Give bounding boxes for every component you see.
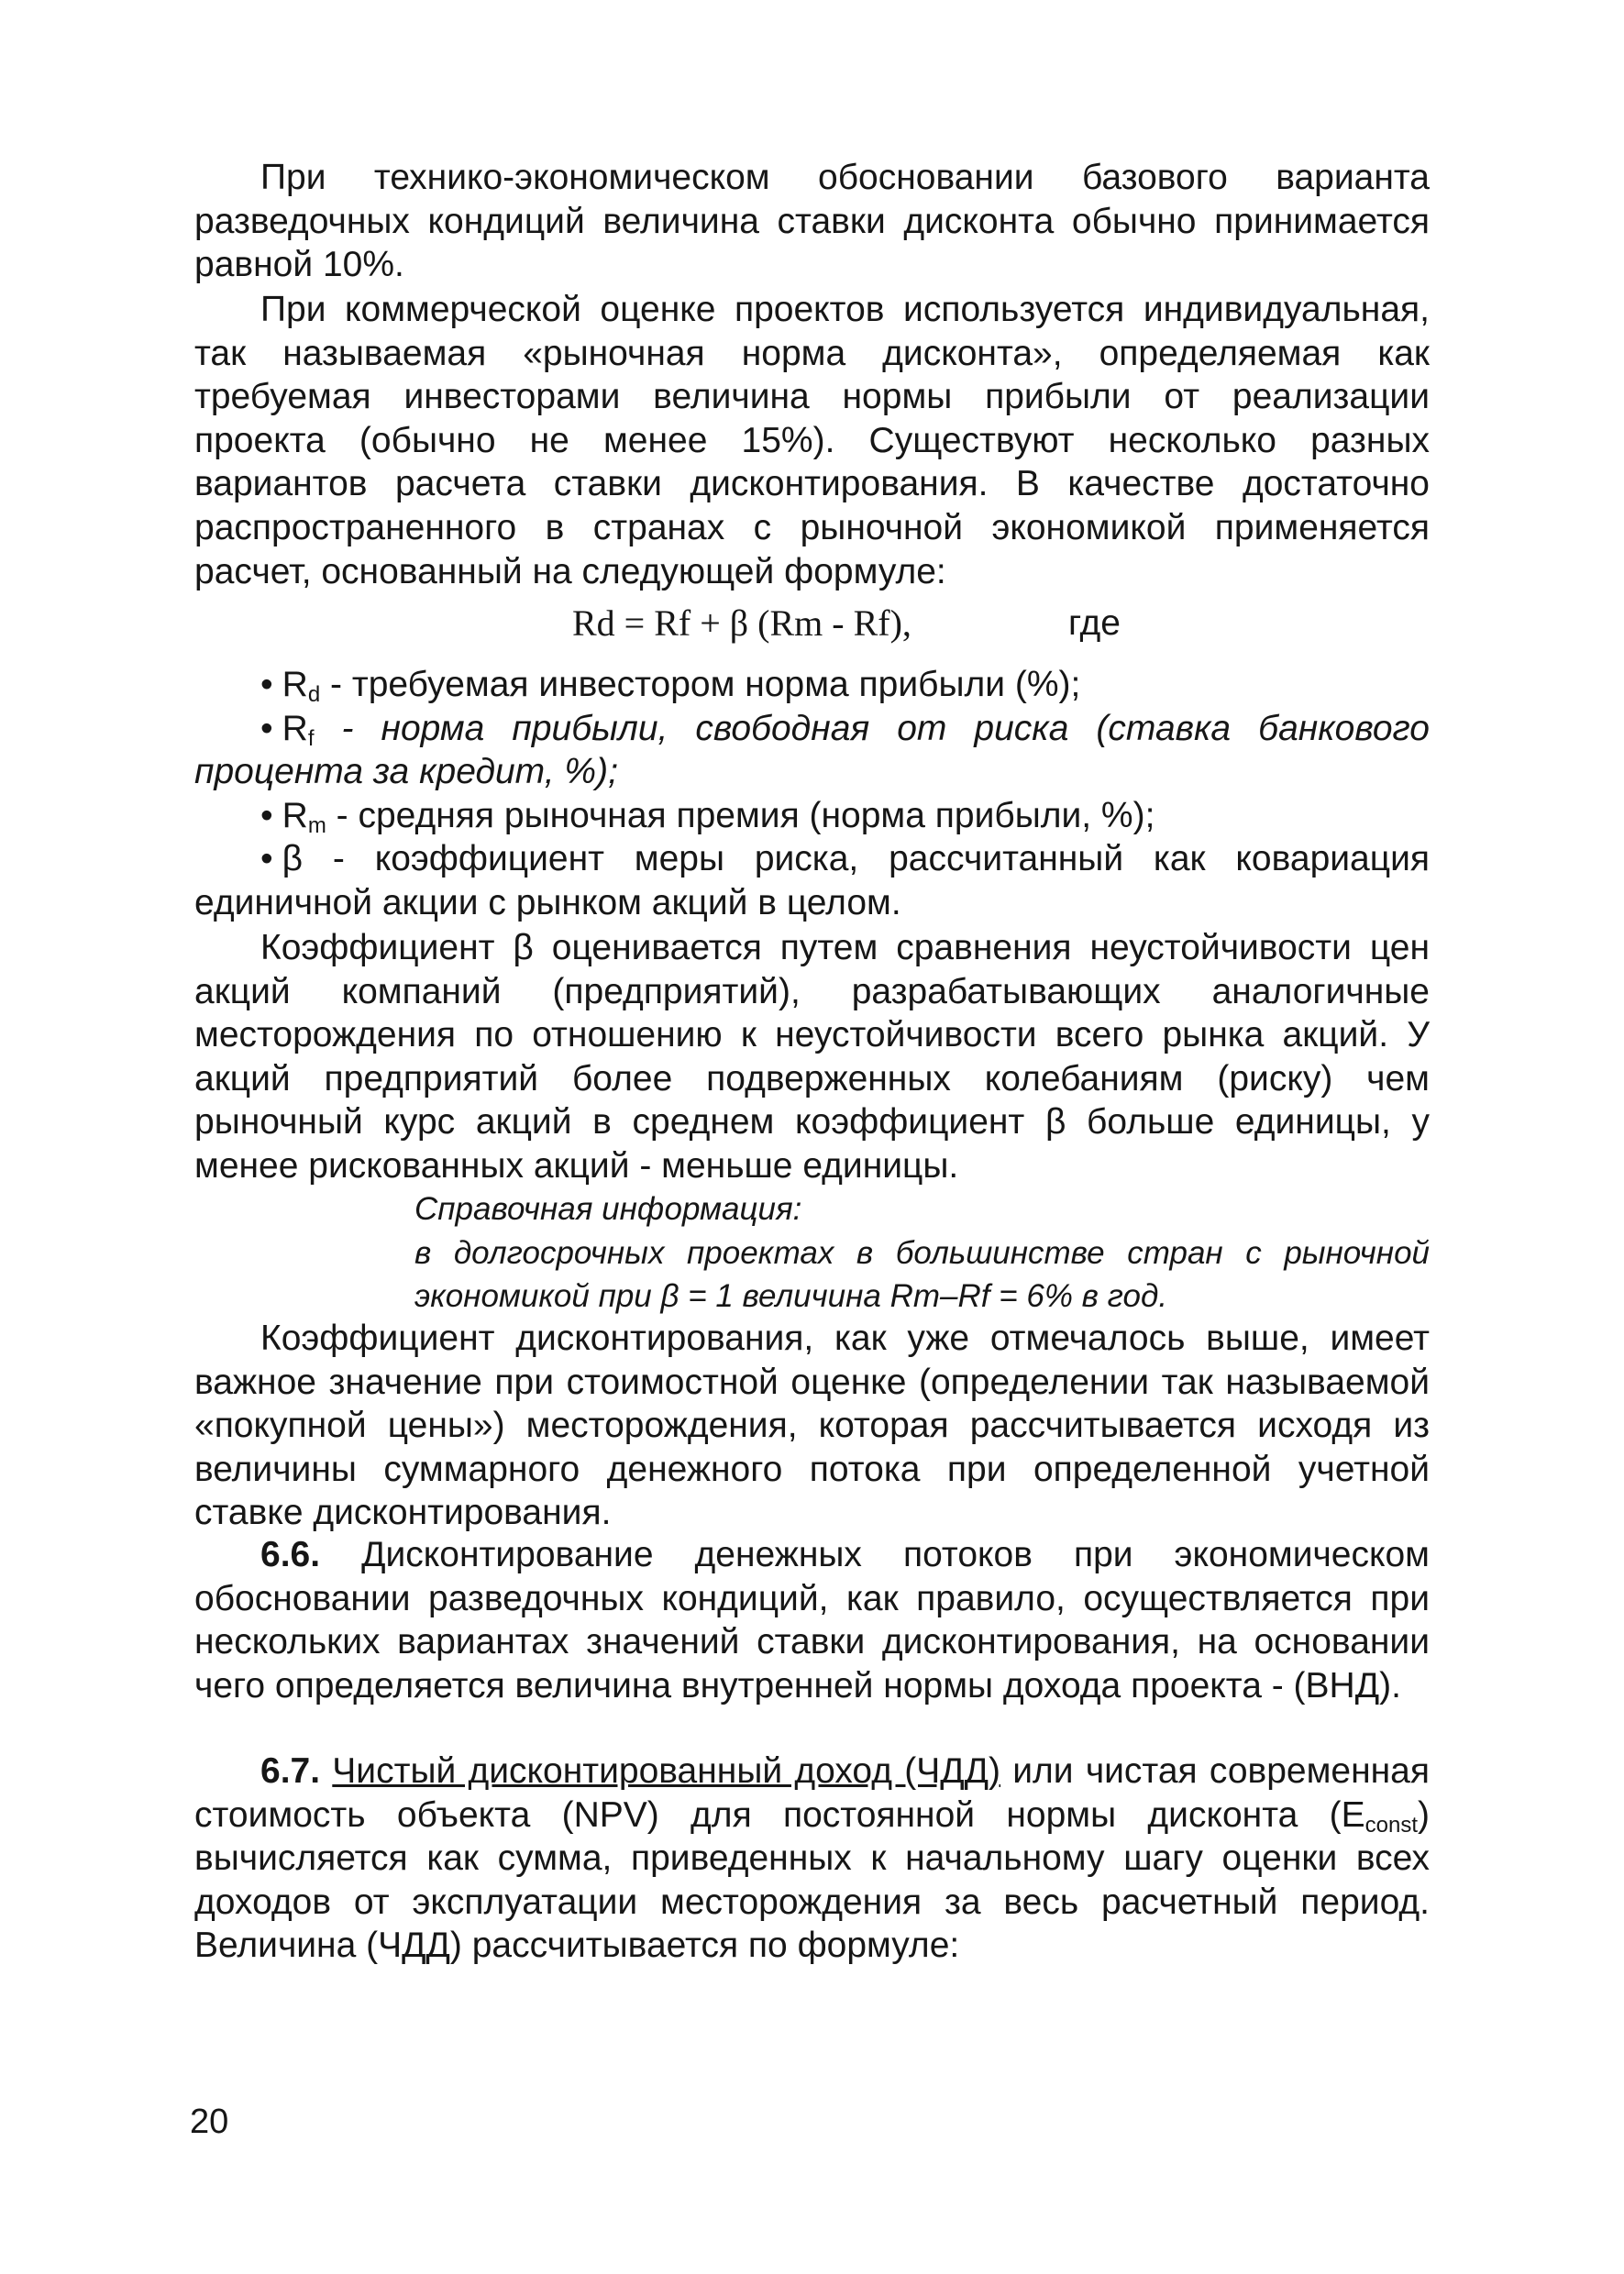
paragraph-text xyxy=(194,1533,1430,1707)
section-text: Дисконтирование денежных потоков при экономическом обосновании разведочных кондиций, как правило, осуществляется при нескольких вариантах значений ставки дисконтирования, на основании чего определяется величина внутренней нормы дохода проекта - (ВНД). xyxy=(194,1535,1430,1706)
section-6-7 xyxy=(194,1750,1430,1968)
bullet-marker: • xyxy=(260,795,273,835)
section-6-6 xyxy=(194,1533,1430,1707)
bullet-list xyxy=(194,663,1430,925)
page-number: 20 xyxy=(190,2103,229,2141)
bullet-item xyxy=(194,837,1430,924)
bullet-symbol: R xyxy=(282,665,308,704)
bullet-symbol: R xyxy=(282,708,308,748)
formula-where: где xyxy=(1068,603,1121,643)
econst-subscript: const xyxy=(1364,1812,1418,1838)
reference-note xyxy=(414,1187,1430,1319)
paragraph-commercial-assessment xyxy=(194,288,1430,593)
bullet-item xyxy=(194,663,1430,707)
reference-line: экономикой при β = 1 величина Rm–Rf = 6% в год. xyxy=(414,1278,1168,1315)
bullet-text: - средняя рыночная премия (норма прибыли, %); xyxy=(326,795,1155,835)
section-text: или чистая современная стоимость объекта (NPV) для постоянной нормы дисконта (E xyxy=(194,1751,1430,1835)
bullet-subscript: d xyxy=(307,682,321,707)
formula-expression: Rd = Rf + β (Rm - Rf), xyxy=(572,602,911,644)
bullet-item xyxy=(194,794,1430,838)
paragraph-beta xyxy=(194,926,1430,1188)
npv-term: Чистый дисконтированный доход (ЧДД) xyxy=(332,1751,1001,1791)
bullet-text: - требуемая инвестором норма прибыли (%); xyxy=(320,665,1081,704)
paragraph-text xyxy=(194,1750,1430,1968)
section-number: 6.7. xyxy=(260,1751,321,1791)
paragraph-text: При технико-экономическом обосновании базового варианта разведочных кондиций величина ставки дисконта обычно принимается равной 10%. xyxy=(194,158,1430,285)
reference-line: в долгосрочных проектах в большинстве стран с рыночной xyxy=(414,1234,1430,1271)
bullet-marker: • xyxy=(260,839,273,879)
paragraph-discount-coefficient xyxy=(194,1317,1430,1535)
bullet-subscript: f xyxy=(307,725,315,751)
bullet-subscript: m xyxy=(307,812,326,838)
section-number: 6.6. xyxy=(260,1535,321,1574)
section-text: ) вычисляется как сумма, приведенных к начальному шагу оценки всех доходов от эксплуатации месторождения за весь расчетный период. Величина (ЧДД) рассчитывается по формуле: xyxy=(194,1794,1430,1966)
bullet-text: - коэффициент меры риска, рассчитанный как ковариация единичной акции с рынком акций в целом. xyxy=(194,839,1430,922)
capm-formula xyxy=(194,598,1430,653)
paragraph-text: При коммерческой оценке проектов используется индивидуальная, так называемая «рыночная норма дисконта», определяемая как требуемая инвесторами величина нормы прибыли от реализации проекта (обычно не менее 15%). Существуют несколько разных вариантов расчета ставки дисконтирования. В качестве достаточно распространенного в странах с рыночной экономикой применяется расчет, основанный на следующей формуле: xyxy=(194,290,1430,591)
paragraph-discount-base xyxy=(194,156,1430,287)
reference-heading: Справочная информация: xyxy=(414,1191,802,1227)
bullet-text: - норма прибыли, свободная от риска (ставка банкового процента за кредит, %); xyxy=(194,708,1430,792)
bullet-marker: • xyxy=(260,708,273,748)
paragraph-text: Коэффициент дисконтирования, как уже отмечалось выше, имеет важное значение при стоимостной оценке (определении так называемой «покупной цены») месторождения, которая рассчитывается исходя из величины суммарного денежного потока при определенной учетной ставке дисконтирования. xyxy=(194,1319,1430,1533)
bullet-symbol: β xyxy=(282,839,304,879)
bullet-item xyxy=(194,707,1430,794)
bullet-marker: • xyxy=(260,665,273,704)
bullet-symbol: R xyxy=(282,795,308,835)
paragraph-text: Коэффициент β оценивается путем сравнения неустойчивости цен акций компаний (предприятий), разрабатывающих аналогичные месторождения по отношению к неустойчивости всего рынка акций. У акций предприятий более подверженных колебаниям (риску) чем рыночный курс акций в среднем коэффициент β больше единицы, у менее рискованных акций - меньше единицы. xyxy=(194,928,1430,1186)
